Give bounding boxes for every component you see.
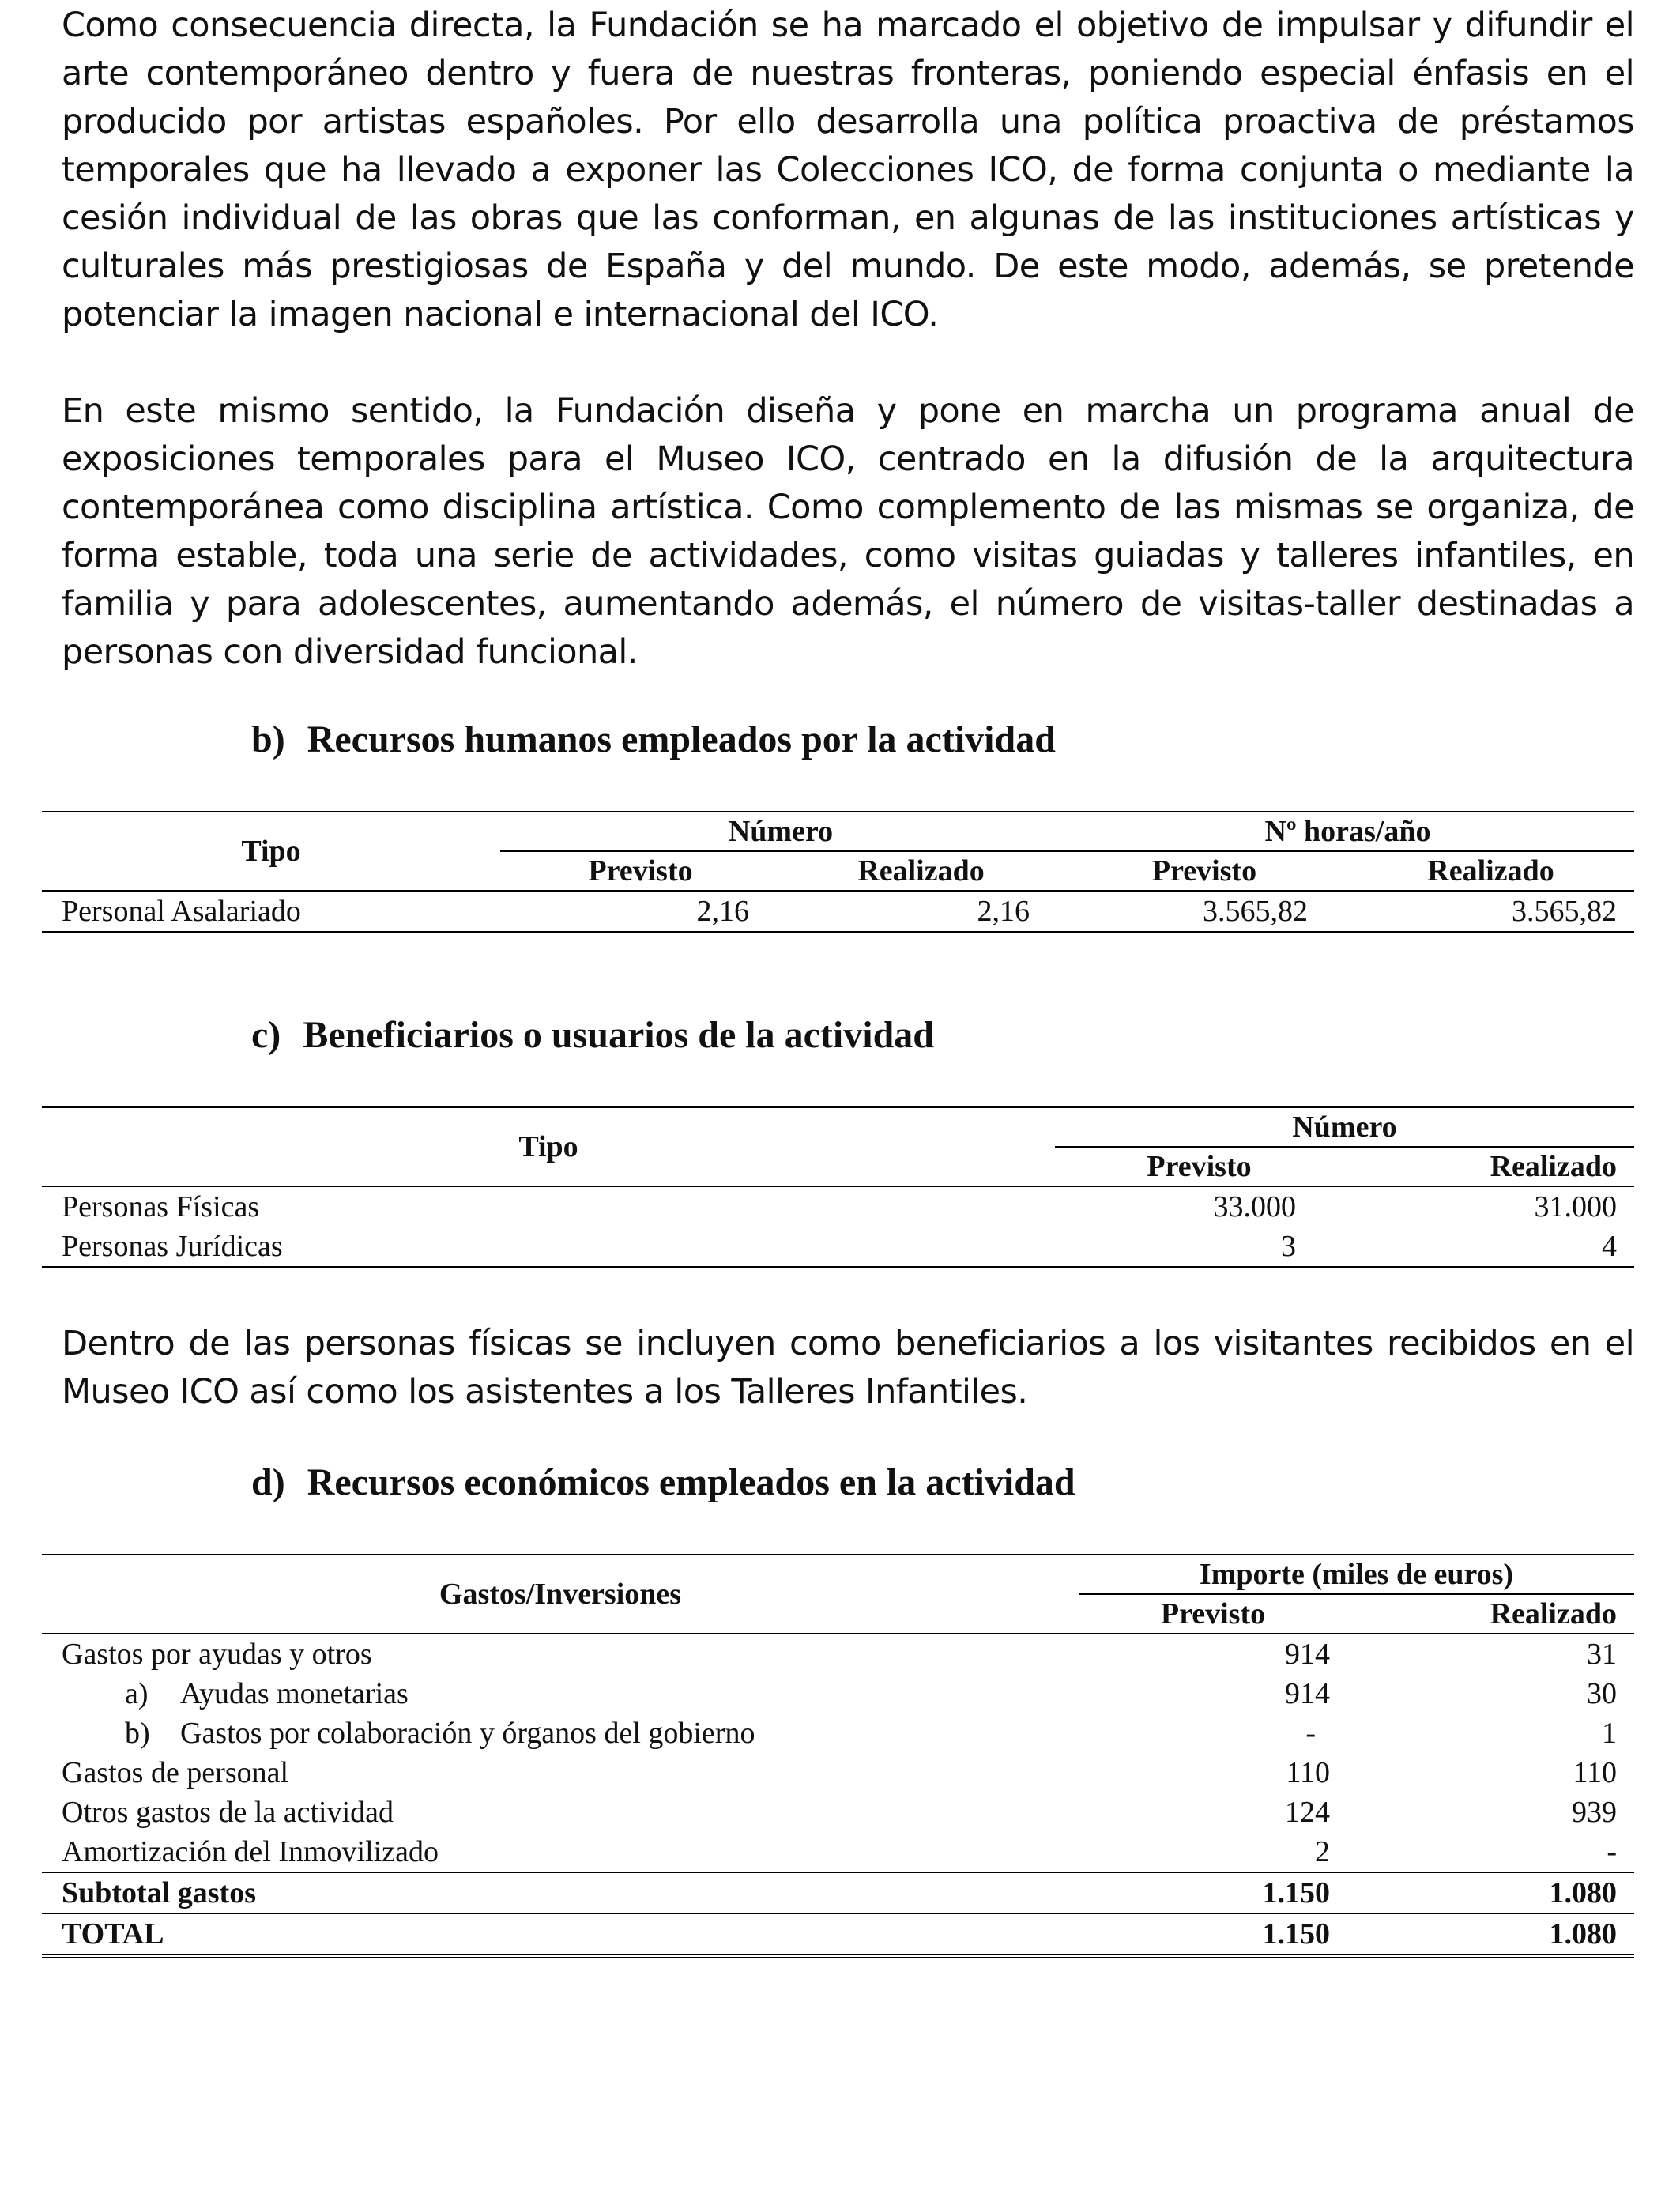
cell-hor-realizado: 3.565,82 xyxy=(1512,895,1617,928)
cell-label: Gastos por ayudas y otros xyxy=(62,1638,372,1671)
paragraph-1: Como consecuencia directa, la Fundación se ha marcado el objetivo de impulsar y difundir el arte contemporáneo dentro y fuera de nuestras fronteras, poniendo especial énfasis en el producido por artistas españoles. Por ello desarrolla una política proactiva de préstamos temporales que ha llevado a exponer las Colecciones ICO, de forma conjunta o mediante la cesión individual de las obras que las conforman, en algunas de las instituciones artísticas y culturales más prestigiosas de España y del mundo. De este modo, además, se pretende potenciar la imagen nacional e internacional del ICO. xyxy=(62,6,1634,334)
header-horas: Nº horas/año xyxy=(1061,812,1634,851)
cell-label: Amortización del Inmovilizado xyxy=(62,1835,439,1868)
header-realizado: Realizado xyxy=(1343,1147,1634,1186)
sub-text: Gastos por colaboración y órganos del gobierno xyxy=(180,1717,755,1750)
sub-letter: a) xyxy=(125,1677,149,1710)
section-c-title: Beneficiarios o usuarios de la actividad xyxy=(303,1014,934,1056)
header-numero: Número xyxy=(500,812,1061,851)
cell-label: Otros gastos de la actividad xyxy=(62,1796,394,1829)
cell-sublabel xyxy=(42,1713,1079,1753)
subtotal-realizado: 1.080 xyxy=(1549,1876,1617,1909)
header-gastos: Gastos/Inversiones xyxy=(42,1555,1079,1634)
cell-realizado: 31.000 xyxy=(1534,1190,1617,1223)
cell-realizado: 110 xyxy=(1573,1756,1617,1789)
header-previsto: Previsto xyxy=(1055,1147,1343,1186)
cell-num-previsto: 2,16 xyxy=(696,895,749,928)
table-row xyxy=(42,1634,1634,1674)
paragraph-3: Dentro de las personas físicas se incluyen como beneficiarios a los visitantes recibidos en el Museo ICO así como los asistentes a los Talleres Infantiles. xyxy=(62,1324,1634,1412)
header-previsto: Previsto xyxy=(1079,1594,1347,1634)
cell-tipo: Personal Asalariado xyxy=(62,895,301,928)
header-tipo: Tipo xyxy=(42,812,500,891)
total-row xyxy=(42,1913,1634,1956)
section-d-letter: d) xyxy=(251,1461,285,1503)
cell-realizado: 939 xyxy=(1572,1796,1617,1829)
cell-previsto: 914 xyxy=(1285,1638,1330,1671)
header-num-previsto: Previsto xyxy=(500,851,781,891)
section-d-title: Recursos económicos empleados en la actividad xyxy=(307,1461,1075,1503)
section-c-heading xyxy=(251,1013,934,1057)
table-row xyxy=(42,1793,1634,1832)
table-row xyxy=(42,1713,1634,1753)
total-previsto: 1.150 xyxy=(1262,1917,1330,1951)
cell-previsto: 3 xyxy=(1281,1230,1296,1263)
sub-text: Ayudas monetarias xyxy=(180,1677,409,1710)
table-row xyxy=(42,1186,1634,1227)
cell-previsto: 110 xyxy=(1286,1756,1330,1789)
paragraph-2: En este mismo sentido, la Fundación diseña y pone en marcha un programa anual de exposiciones temporales para el Museo ICO, centrado en la difusión de la arquitectura contemporánea como disciplina artística. Como complemento de las mismas se organiza, de forma estable, toda una serie de actividades, como visitas guiadas y talleres infantiles, en familia y para adolescentes, aumentando además, el número de visitas-taller destinadas a personas con diversidad funcional. xyxy=(62,391,1634,672)
section-b-letter: b) xyxy=(251,718,285,760)
cell-tipo: Personas Jurídicas xyxy=(62,1230,283,1263)
header-tipo: Tipo xyxy=(42,1107,1055,1186)
cell-realizado: 1 xyxy=(1602,1717,1617,1750)
section-c-letter: c) xyxy=(251,1014,281,1056)
total-label: TOTAL xyxy=(62,1917,164,1951)
cell-previsto: - xyxy=(1305,1717,1316,1750)
section-b-heading xyxy=(251,718,1056,761)
table-recursos-humanos xyxy=(42,811,1634,933)
table-row xyxy=(42,1674,1634,1713)
cell-realizado: 31 xyxy=(1587,1638,1617,1671)
cell-previsto: 124 xyxy=(1285,1796,1330,1829)
subtotal-row xyxy=(42,1872,1634,1913)
cell-previsto: 2 xyxy=(1315,1835,1330,1868)
table-recursos-economicos xyxy=(42,1554,1634,1958)
table-row xyxy=(42,891,1634,932)
subtotal-label: Subtotal gastos xyxy=(62,1876,256,1909)
subtotal-previsto: 1.150 xyxy=(1262,1876,1330,1909)
cell-previsto: 33.000 xyxy=(1213,1190,1296,1223)
sub-letter: b) xyxy=(125,1717,150,1750)
cell-tipo: Personas Físicas xyxy=(62,1190,260,1223)
header-realizado: Realizado xyxy=(1347,1594,1634,1634)
section-d-heading xyxy=(251,1461,1075,1504)
header-importe: Importe (miles de euros) xyxy=(1079,1555,1634,1594)
cell-num-realizado: 2,16 xyxy=(977,895,1030,928)
table-row xyxy=(42,1753,1634,1793)
cell-previsto: 914 xyxy=(1285,1677,1330,1710)
cell-realizado: 4 xyxy=(1602,1230,1617,1263)
cell-label: Gastos de personal xyxy=(62,1756,289,1789)
cell-realizado: 30 xyxy=(1587,1677,1617,1710)
header-hor-realizado: Realizado xyxy=(1347,851,1634,891)
header-num-realizado: Realizado xyxy=(781,851,1061,891)
table-row xyxy=(42,1832,1634,1872)
table-row xyxy=(42,1227,1634,1267)
section-b-title: Recursos humanos empleados por la actividad xyxy=(307,718,1056,760)
cell-hor-previsto: 3.565,82 xyxy=(1203,895,1308,928)
header-numero: Número xyxy=(1055,1107,1634,1147)
cell-sublabel xyxy=(42,1674,1079,1713)
cell-realizado: - xyxy=(1607,1835,1617,1868)
header-hor-previsto: Previsto xyxy=(1061,851,1347,891)
total-realizado: 1.080 xyxy=(1549,1917,1617,1951)
table-beneficiarios xyxy=(42,1106,1634,1268)
